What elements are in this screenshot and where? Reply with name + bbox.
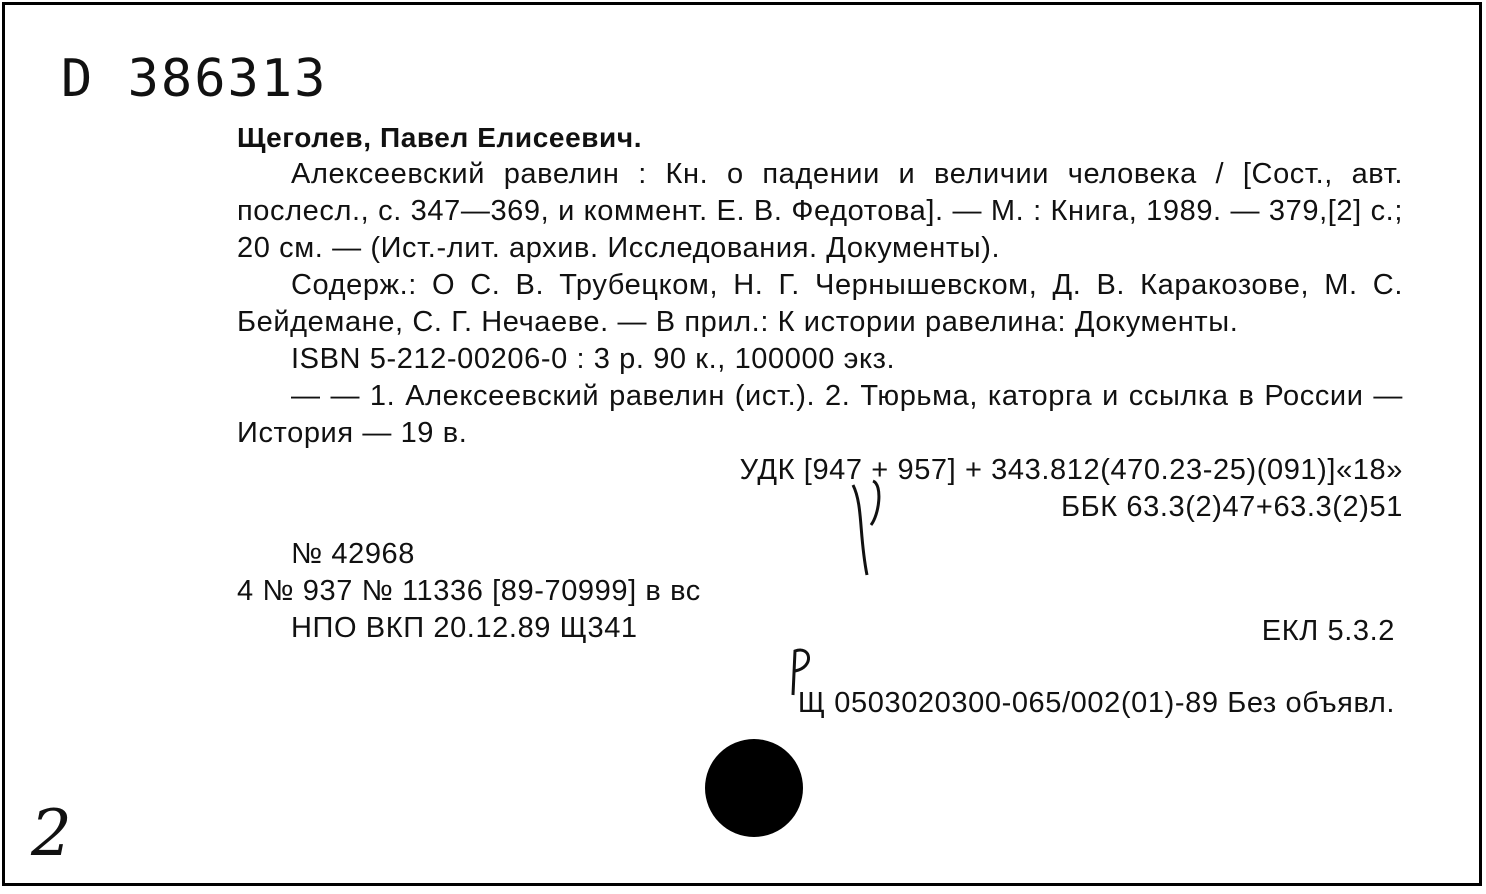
subject-headings: — — 1. Алексеевский равелин (ист.). 2. Тюрьма, каторга и ссылка в России — История — 19 в. — [237, 380, 1403, 449]
handwritten-mark-icon — [843, 475, 893, 585]
bottom-code: Щ 0503020300-065/002(01)-89 Без объявл. — [797, 687, 1395, 719]
contents-note: Содерж.: О С. В. Трубецком, Н. Г. Чернышевском, Д. В. Каракозове, М. С. Бейдемане, С. Г. Нечаеве. — В прил.: К истории равелина: Документы. — [237, 269, 1403, 338]
isbn-line: ISBN 5-212-00206-0 : 3 р. 90 к., 100000 экз. — [291, 343, 896, 375]
bbk-classification: ББК 63.3(2)47+63.3(2)51 — [1060, 491, 1403, 523]
bibliographic-entry — [237, 119, 1403, 647]
title-description: Алексеевский равелин : Кн. о падении и величии человека / [Сост., авт. послесл., с. 347—369, и коммент. Е. В. Федотова]. — М. : Книга, 1989. — 379,[2] с.; 20 см. — (Ист.-лит. архив. Исследования. Документы). — [237, 158, 1403, 264]
publisher-line: НПО ВКП 20.12.89 Щ341 — [291, 612, 638, 644]
handwritten-p-icon — [781, 645, 821, 705]
record-number: № 42968 — [291, 538, 416, 570]
handwritten-corner-number: 2 — [31, 797, 72, 871]
call-number: D 386313 — [61, 49, 328, 109]
udk-classification: УДК [947 + 957] + 343.812(470.23-25)(091)]«18» — [739, 454, 1403, 486]
punch-hole — [705, 739, 803, 837]
print-line: 4 № 937 № 11336 [89-70999] в вс — [237, 575, 701, 607]
author-heading: Щеголев, Павел Елисеевич. — [237, 122, 643, 153]
catalog-card — [2, 2, 1482, 886]
ekl-code: ЕКЛ 5.3.2 — [1261, 615, 1395, 647]
